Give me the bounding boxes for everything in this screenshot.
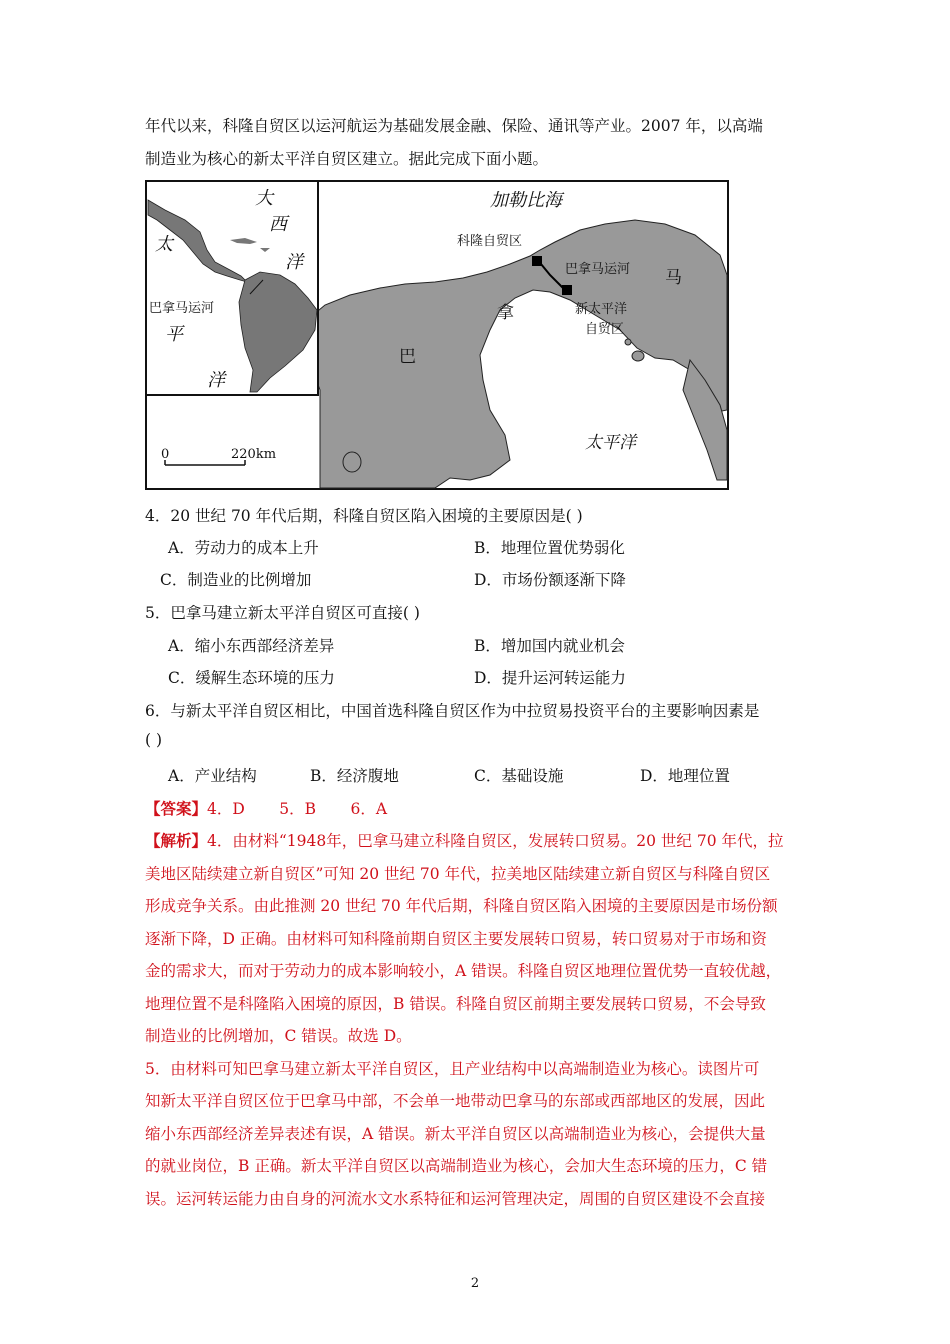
analysis-line-10: 缩小东西部经济差异表述有误，A 错误。新太平洋自贸区以高端制造业为核心，会提供大量 [145, 1125, 766, 1143]
analysis-line-8: 5．由材料可知巴拿马建立新太平洋自贸区，且产业结构中以高端制造业为核心。读图片可 [145, 1060, 760, 1078]
inset-label-yang-pac: 洋 [207, 370, 225, 391]
q5-option-a[interactable]: A．缩小东西部经济差异 [168, 637, 335, 655]
analysis-text-1: 4．由材料“1948年，巴拿马建立科隆自贸区，发展转口贸易。20 世纪 70 年代，拉 [207, 832, 784, 850]
q4-option-c[interactable]: C．制造业的比例增加 [160, 571, 312, 589]
answer-tag: 【答案】 [145, 799, 208, 818]
q6-option-a[interactable]: A．产业结构 [168, 767, 257, 785]
new-pacific-ftz-marker [562, 285, 572, 295]
label-new-pacific-1: 新太平洋 [575, 302, 628, 317]
analysis-line-9: 知新太平洋自贸区位于巴拿马中部，不会单一地带动巴拿马的东部或西部地区的发展，因此 [145, 1092, 766, 1110]
analysis-line-7: 制造业的比例增加，C 错误。故选 D。 [145, 1027, 412, 1045]
scale-distance: 220km [231, 447, 277, 462]
analysis-line-1 [145, 829, 783, 851]
inset-label-xi: 西 [269, 214, 287, 235]
q4-option-b[interactable]: B．地理位置优势弱化 [474, 539, 625, 557]
inset-label-tai: 太 [155, 234, 173, 255]
page-number: 2 [470, 1276, 480, 1291]
analysis-line-6: 地理位置不是科隆陷入困境的原因，B 错误。科隆自贸区前期主要发展转口贸易，不会导致 [145, 995, 766, 1013]
q5-option-c[interactable]: C．缓解生态环境的压力 [168, 669, 335, 687]
label-na: 拿 [497, 303, 514, 323]
label-caribbean: 加勒比海 [490, 190, 562, 211]
label-pa: 巴 [399, 347, 416, 367]
analysis-line-3: 形成竞争关系。由此推测 20 世纪 70 年代后期，科隆自贸区陷入困境的主要原因是市场份额 [145, 897, 778, 915]
analysis-line-11: 的就业岗位，B 正确。新太平洋自贸区以高端制造业为核心，会加大生态环境的压力，C 错 [145, 1157, 768, 1175]
analysis-line-5: 金的需求大，而对于劳动力的成本影响较小，A 错误。科隆自贸区地理位置优势一直较优越， [145, 962, 782, 980]
intro-line-1: 年代以来，科隆自贸区以运河航运为基础发展金融、保险、通讯等产业。2007 年，以高端 [145, 117, 763, 135]
label-ma: 马 [665, 268, 682, 288]
label-new-pacific-2: 自贸区 [585, 322, 625, 337]
q4-option-a[interactable]: A．劳动力的成本上升 [168, 539, 319, 557]
question-4-stem: 4．20 世纪 70 年代后期，科隆自贸区陷入困境的主要原因是( ) [145, 507, 583, 525]
panama-map [145, 180, 729, 490]
inset-label-yang-atl: 洋 [285, 252, 303, 273]
analysis-line-4: 逐渐下降，D 正确。由材料可知科隆前期自贸区主要发展转口贸易，转口贸易对于市场和资 [145, 930, 767, 948]
q5-option-b[interactable]: B．增加国内就业机会 [474, 637, 625, 655]
inset-label-canal: 巴拿马运河 [149, 301, 215, 316]
label-pacific: 太平洋 [585, 433, 636, 453]
analysis-tag: 【解析】 [145, 831, 208, 850]
inset-label-da: 大 [255, 188, 273, 209]
label-colon-ftz: 科隆自贸区 [457, 234, 523, 249]
analysis-line-12: 误。运河转运能力由自身的河流水文水系特征和运河管理决定，周围的自贸区建设不会直接 [145, 1190, 766, 1208]
question-6-stem-line-1: 6．与新太平洋自贸区相比，中国首选科隆自贸区作为中拉贸易投资平台的主要影响因素是 [145, 702, 760, 720]
answer-text: 4．D 5．B 6．A [207, 800, 388, 818]
question-5-stem: 5．巴拿马建立新太平洋自贸区可直接( ) [145, 604, 420, 622]
inset-label-ping: 平 [165, 324, 183, 345]
answer-line [145, 797, 387, 819]
intro-line-2: 制造业为核心的新太平洋自贸区建立。据此完成下面小题。 [145, 150, 549, 168]
q6-option-b[interactable]: B．经济腹地 [310, 767, 399, 785]
q6-option-d[interactable]: D．地理位置 [640, 767, 730, 785]
question-6-stem-line-2: ( ) [145, 731, 163, 749]
analysis-line-2: 美地区陆续建立新自贸区”可知 20 世纪 70 年代，拉美地区陆续建立新自贸区与科隆自贸区 [145, 865, 771, 883]
q4-option-d[interactable]: D．市场份额逐渐下降 [474, 571, 626, 589]
q6-option-c[interactable]: C．基础设施 [474, 767, 564, 785]
scale-zero: 0 [161, 447, 170, 462]
label-canal: 巴拿马运河 [565, 262, 631, 277]
q5-option-d[interactable]: D．提升运河转运能力 [474, 669, 626, 687]
